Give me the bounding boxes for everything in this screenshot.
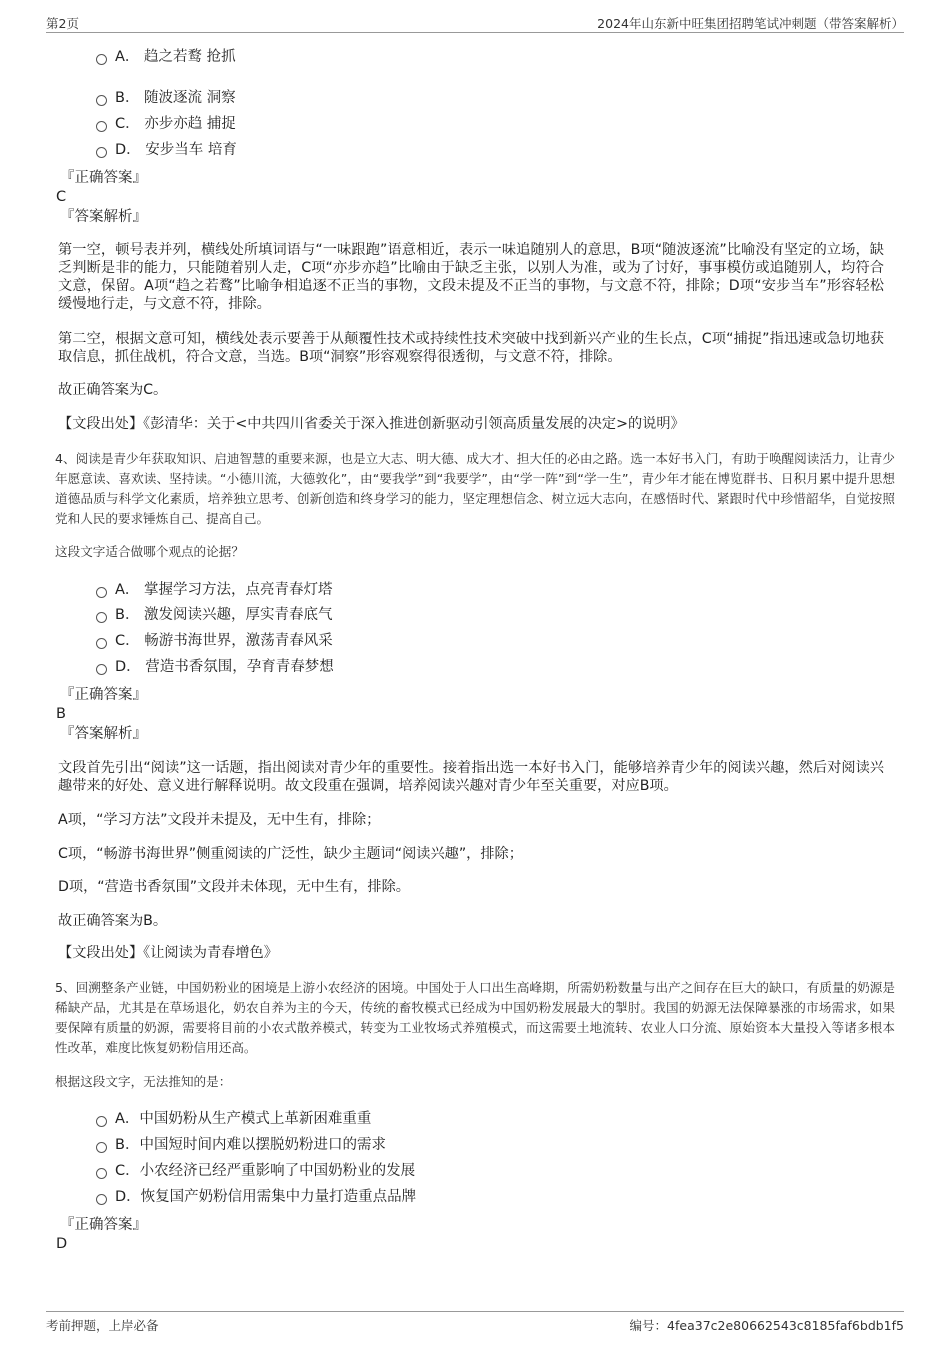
- q4-analysis-p1: 文段首先引出“阅读”这一话题，指出阅读对青少年的重要性。接着指出选一本好书入门，能够培养青少年的阅读兴趣，然后对阅读兴趣带来的好处、意义进行解释说明。故文段重在强调，培养阅读兴趣对青少年至关重要，对应B项。: [58, 760, 884, 794]
- footer-slogan: 考前押题，上岸必备: [46, 1318, 159, 1333]
- radio-icon[interactable]: [96, 121, 107, 132]
- q4-analysis-label: 『答案解析』: [60, 726, 147, 742]
- radio-icon[interactable]: [96, 95, 107, 106]
- q3-analysis-p1: 第一空，顿号表并列，横线处所填词语与“一味跟跑”语意相近，表示一味追随别人的意思，B项“随波逐流”比喻没有坚定的立场，缺乏判断是非的能力，只能随着别人走，C项“亦步亦趋”比喻由于缺乏主张，以别人为准，或为了讨好，事事模仿或追随别人，均符合文意，保留。A项“趋之若鹜”比喻争相追逐不正当的事物，文段未提及不正当的事物，与文意不符，排除；D项“安步当车”形容轻松缓慢地行走，与文意不符，排除。: [58, 242, 884, 312]
- q3-analysis-p2: 第二空，根据文意可知，横线处表示要善于从颠覆性技术或持续性技术突破中找到新兴产业的生长点，C项“捕捉”指迅速或急切地获取信息，抓住战机，符合文意，当选。B项“洞察”形容观察得很透彻，与文意不符，排除。: [58, 331, 884, 365]
- q4-source: 【文段出处】《让阅读为青春增色》: [58, 945, 278, 961]
- radio-icon[interactable]: [96, 54, 107, 65]
- q3-option-a[interactable]: A． 趋之若鹜 抢抓: [96, 47, 236, 67]
- q5-answer: D: [56, 1236, 68, 1252]
- q4-option-a[interactable]: A． 掌握学习方法，点亮青春灯塔: [96, 580, 333, 600]
- q3-answer: C: [56, 189, 67, 205]
- q5-option-a[interactable]: A．中国奶粉从生产模式上革新困难重重: [96, 1109, 371, 1129]
- radio-icon[interactable]: [96, 612, 107, 623]
- page-header: [46, 12, 904, 33]
- radio-icon[interactable]: [96, 587, 107, 598]
- q4-analysis-p2: A项，“学习方法”文段并未提及，无中生有，排除；: [58, 812, 381, 828]
- q4-prompt: 这段文字适合做哪个观点的论据？: [55, 544, 244, 559]
- page-footer: [46, 1311, 904, 1336]
- q3-option-d[interactable]: D． 安步当车 培育: [96, 140, 237, 160]
- q5-option-c[interactable]: C．小农经济已经严重影响了中国奶粉业的发展: [96, 1161, 415, 1181]
- document-title: 2024年山东新中旺集团招聘笔试冲刺题（带答案解析）: [597, 16, 904, 31]
- page-number: 第2页: [46, 16, 79, 31]
- q5-option-d[interactable]: D．恢复国产奶粉信用需集中力量打造重点品牌: [96, 1187, 416, 1207]
- q5-text: 5、回溯整条产业链，中国奶粉业的困境是上游小农经济的困境。中国处于人口出生高峰期，所需奶粉数量与出产之间存在巨大的缺口，有质量的奶源是稀缺产品，尤其是在草场退化，奶农自养为主的今天，传统的畜牧模式已经成为中国奶粉发展最大的掣肘。我国的奶源无法保障暴涨的市场需求，如果要保障有质量的奶源，需要将目前的小农式散养模式，转变为工业牧场式养殖模式，而这需要土地流转、农业人口分流、原始资本大量投入等诸多根本性改革，难度比恢复奶粉信用还高。: [55, 980, 895, 1055]
- document-id: 编号：4fea37c2e80662543c8185faf6bdb1f5: [629, 1318, 904, 1333]
- q4-option-b[interactable]: B． 激发阅读兴趣，厚实青春底气: [96, 605, 333, 625]
- radio-icon[interactable]: [96, 147, 107, 158]
- q4-text: 4、阅读是青少年获取知识、启迪智慧的重要来源，也是立大志、明大德、成大才、担大任的必由之路。选一本好书入门，有助于唤醒阅读活力，让青少年愿意读、喜欢读、坚持读。“小德川流，大德敦化”，由“要我学”到“我要学”，由“学一阵”到“学一生”，青少年才能在博览群书、日积月累中提升思想道德品质与科学文化素质，培养独立思考、创新创造和终身学习的能力，坚定理想信念、树立远大志向，在感悟时代、紧跟时代中珍惜韶华，自觉按照党和人民的要求锤炼自己、提高自己。: [55, 451, 895, 526]
- q3-answer-label: 『正确答案』: [60, 170, 147, 186]
- q4-option-d[interactable]: D． 营造书香氛围，孕育青春梦想: [96, 657, 334, 677]
- q5-option-b[interactable]: B．中国短时间内难以摆脱奶粉进口的需求: [96, 1135, 386, 1155]
- q3-analysis-p3: 故正确答案为C。: [58, 382, 168, 398]
- q5-answer-label: 『正确答案』: [60, 1217, 147, 1233]
- radio-icon[interactable]: [96, 1194, 107, 1205]
- q3-source: 【文段出处】《彭清华：关于<中共四川省委关于深入推进创新驱动引领高质量发展的决定>的说明》: [58, 416, 685, 432]
- q4-analysis-p4: D项，“营造书香氛围”文段并未体现，无中生有，排除。: [58, 879, 410, 895]
- q3-option-b[interactable]: B． 随波逐流 洞察: [96, 88, 236, 108]
- radio-icon[interactable]: [96, 1142, 107, 1153]
- radio-icon[interactable]: [96, 664, 107, 675]
- q3-option-c[interactable]: C． 亦步亦趋 捕捉: [96, 114, 236, 134]
- q3-analysis-label: 『答案解析』: [60, 209, 147, 225]
- q5-prompt: 根据这段文字，无法推知的是：: [55, 1074, 232, 1089]
- q4-answer-label: 『正确答案』: [60, 687, 147, 703]
- radio-icon[interactable]: [96, 1168, 107, 1179]
- q4-option-c[interactable]: C． 畅游书海世界，激荡青春风采: [96, 631, 333, 651]
- radio-icon[interactable]: [96, 1116, 107, 1127]
- q4-answer: B: [56, 706, 66, 722]
- radio-icon[interactable]: [96, 638, 107, 649]
- q4-analysis-p5: 故正确答案为B。: [58, 913, 168, 929]
- q4-analysis-p3: C项，“畅游书海世界”侧重阅读的广泛性，缺少主题词“阅读兴趣”，排除；: [58, 846, 523, 862]
